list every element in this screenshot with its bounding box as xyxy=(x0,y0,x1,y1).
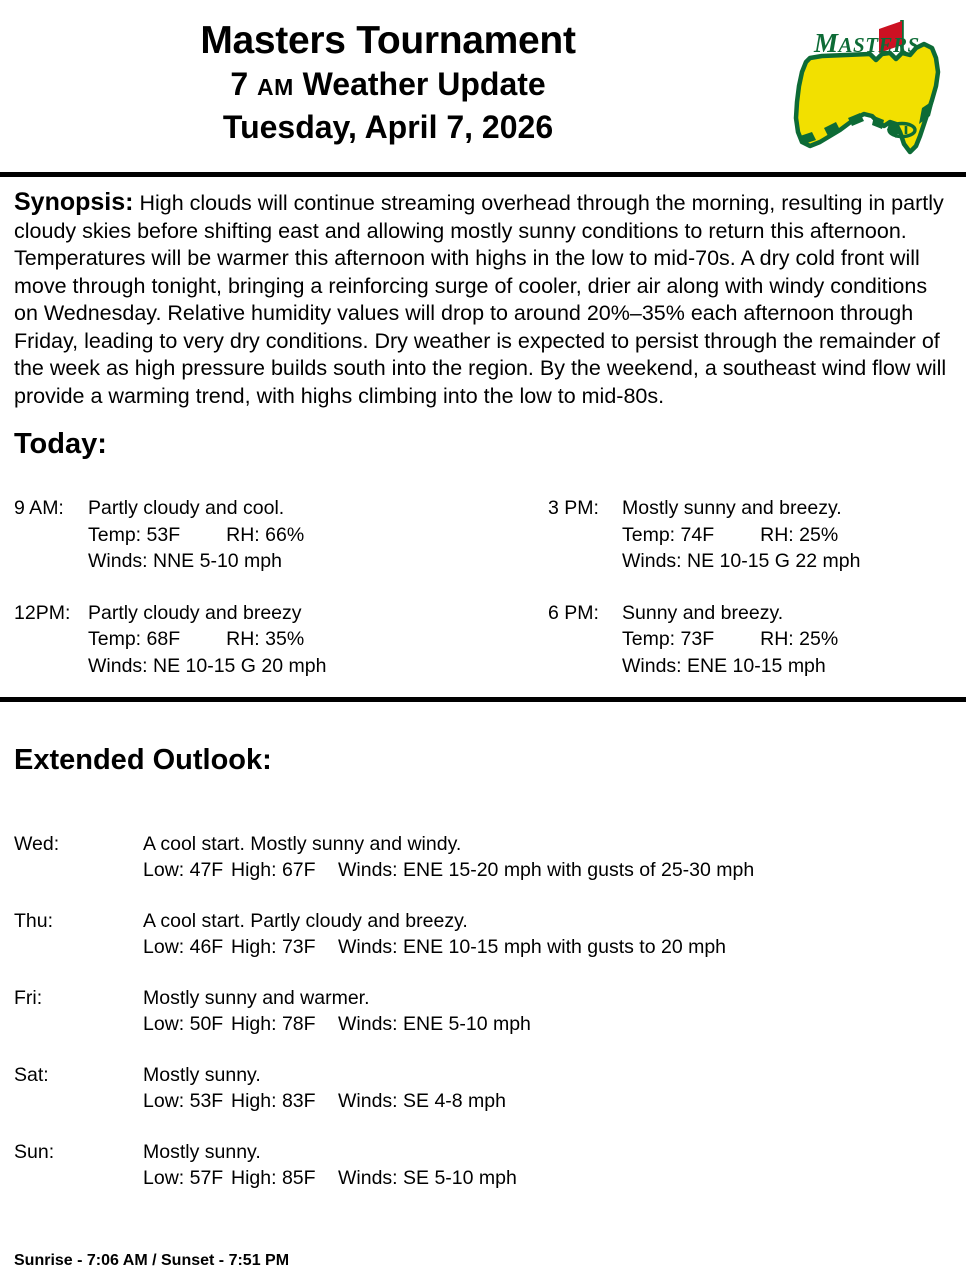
page-title: Masters Tournament xyxy=(200,19,576,62)
outlook-row xyxy=(14,1139,966,1191)
outlook-conditions: Mostly sunny. xyxy=(143,1141,261,1163)
svg-text:MASTERS: MASTERS xyxy=(814,28,920,58)
period-winds: Winds: NE 10-15 G 22 mph xyxy=(622,550,861,572)
period-conditions: Partly cloudy and cool. xyxy=(88,497,285,519)
period-temp: Temp: 53F xyxy=(88,523,181,546)
outlook-day-body xyxy=(14,908,966,960)
extended-outlook-list xyxy=(0,831,966,1191)
forecast-period xyxy=(14,495,534,575)
today-divider xyxy=(0,697,966,702)
outlook-conditions: A cool start. Partly cloudy and breezy. xyxy=(143,910,468,932)
period-conditions: Mostly sunny and breezy. xyxy=(622,497,842,519)
forecast-period xyxy=(548,495,966,575)
period-temp-rh xyxy=(548,522,966,549)
outlook-high: High: 73F xyxy=(231,936,316,958)
period-winds: Winds: NE 10-15 G 20 mph xyxy=(88,654,327,677)
subtitle-hour: 7 xyxy=(230,66,257,102)
period-rh: RH: 25% xyxy=(760,628,839,650)
period-rh: RH: 25% xyxy=(760,523,839,546)
synopsis-label: Synopsis: xyxy=(14,188,134,216)
outlook-values xyxy=(143,934,966,960)
forecast-period xyxy=(14,600,534,680)
today-column-afternoon xyxy=(548,495,966,679)
outlook-values xyxy=(143,1088,966,1114)
outlook-high: High: 85F xyxy=(231,1167,316,1189)
outlook-low: Low: 46F xyxy=(143,936,224,958)
period-rh: RH: 35% xyxy=(226,628,305,650)
outlook-day-body xyxy=(14,1062,966,1114)
outlook-conditions: A cool start. Mostly sunny and windy. xyxy=(143,833,462,855)
outlook-low: Low: 53F xyxy=(143,1090,224,1112)
outlook-winds: Winds: SE 5-10 mph xyxy=(338,1167,517,1189)
header-title-block xyxy=(0,18,776,147)
outlook-day-label: Sat: xyxy=(14,1064,49,1086)
page-subtitle xyxy=(0,64,776,107)
period-time: 9 AM: xyxy=(14,497,64,519)
masters-logo xyxy=(786,12,958,164)
period-temp: Temp: 74F xyxy=(622,523,715,546)
today-heading: Today: xyxy=(14,428,107,460)
outlook-values xyxy=(143,1011,966,1037)
outlook-values xyxy=(143,1165,966,1191)
outlook-winds: Winds: SE 4-8 mph xyxy=(338,1090,506,1112)
outlook-winds: Winds: ENE 10-15 mph with gusts to 20 mph xyxy=(338,936,727,958)
page-date: Tuesday, April 7, 2026 xyxy=(222,109,554,145)
outlook-high: High: 67F xyxy=(231,859,316,881)
period-time: 12PM: xyxy=(14,601,71,624)
outlook-row xyxy=(14,985,966,1037)
period-temp: Temp: 68F xyxy=(88,628,181,650)
outlook-high: High: 83F xyxy=(231,1090,316,1112)
period-time: 3 PM: xyxy=(548,497,599,519)
period-winds: Winds: ENE 10-15 mph xyxy=(622,654,826,677)
subtitle-ampm: AM xyxy=(257,74,294,100)
outlook-day-label: Wed: xyxy=(14,833,60,855)
period-temp-rh xyxy=(14,626,534,653)
outlook-day-label: Thu: xyxy=(14,910,54,932)
period-time: 6 PM: xyxy=(548,601,599,624)
period-conditions: Sunny and breezy. xyxy=(622,601,784,624)
outlook-low: Low: 57F xyxy=(143,1167,224,1189)
outlook-day-label: Fri: xyxy=(14,987,43,1009)
sunrise-sunset-footer: Sunrise - 7:06 AM / Sunset - 7:51 PM xyxy=(14,1252,290,1269)
outlook-row xyxy=(14,908,966,960)
today-forecast-grid xyxy=(0,495,966,697)
subtitle-rest: Weather Update xyxy=(293,66,546,102)
outlook-day-body xyxy=(14,831,966,883)
outlook-values xyxy=(143,857,966,883)
outlook-conditions: Mostly sunny. xyxy=(143,1064,261,1086)
synopsis-text: High clouds will continue streaming overhead through the morning, resulting in partly cloudy skies before shifting east and allowing mostly sunny conditions to return this afternoon. Temperatures will be warmer this afternoon with highs in the low to mid-70s. A dry cold front will move through tonight, bringing a reinforcing surge of cooler, drier air along with windy conditions on Wednesday. Relative humidity values will drop to around 20%–35% each afternoon through Friday, leading to very dry conditions. Dry weather is expected to persist through the remainder of the week as high pressure builds south into the region. By the weekend, a southeast wind flow will provide a warming trend, with highs climbing into the low to mid-80s. xyxy=(14,191,947,408)
outlook-conditions: Mostly sunny and warmer. xyxy=(143,987,370,1009)
outlook-day-body xyxy=(14,985,966,1037)
outlook-high: High: 78F xyxy=(231,1013,316,1035)
outlook-winds: Winds: ENE 15-20 mph with gusts of 25-30 mph xyxy=(338,859,755,881)
forecast-period xyxy=(548,600,966,680)
period-temp-rh xyxy=(14,522,534,549)
today-column-morning xyxy=(14,495,534,679)
outlook-low: Low: 50F xyxy=(143,1013,224,1035)
synopsis-section xyxy=(0,177,966,410)
period-conditions: Partly cloudy and breezy xyxy=(88,601,302,624)
outlook-day-body xyxy=(14,1139,966,1191)
outlook-low: Low: 47F xyxy=(143,859,224,881)
period-winds: Winds: NNE 5-10 mph xyxy=(88,550,282,572)
outlook-row xyxy=(14,1062,966,1114)
outlook-winds: Winds: ENE 5-10 mph xyxy=(338,1013,531,1035)
outlook-row xyxy=(14,831,966,883)
outlook-day-label: Sun: xyxy=(14,1141,55,1163)
period-temp: Temp: 73F xyxy=(622,628,715,650)
document-header xyxy=(0,0,966,172)
period-temp-rh xyxy=(548,626,966,653)
extended-outlook-heading: Extended Outlook: xyxy=(14,744,272,776)
period-rh: RH: 66% xyxy=(226,523,305,546)
